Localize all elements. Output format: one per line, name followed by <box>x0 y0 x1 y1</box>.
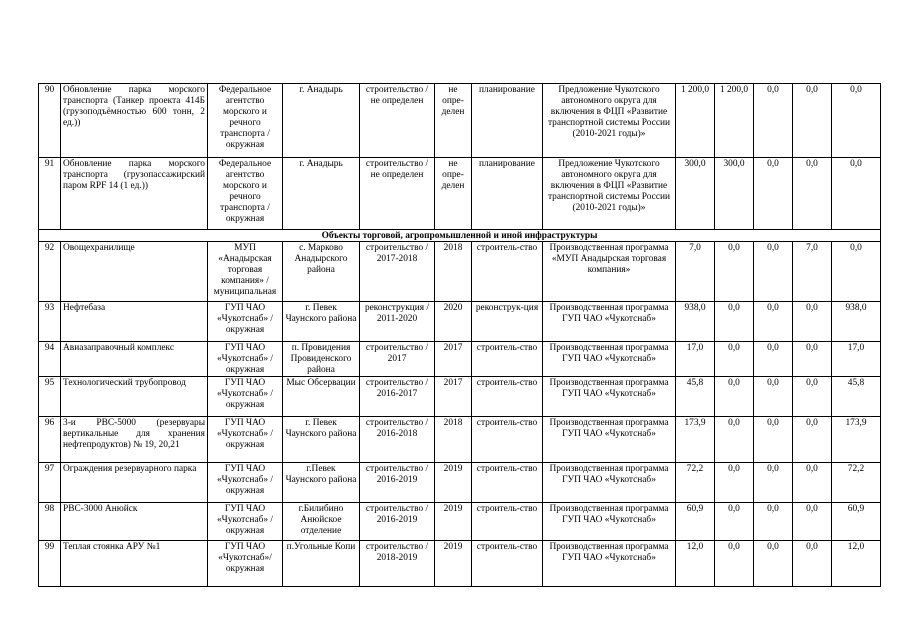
value-col-3: 0,0 <box>754 503 793 541</box>
year-cell: не опре-делен <box>435 158 472 230</box>
stage-cell: реконструк-ция <box>472 302 543 342</box>
object-name: 3-и РВС-5000 (резервуары вертикальные для хранения нефтепродуктов) № 19, 20,21 <box>61 417 208 463</box>
value-col-5: 60,9 <box>832 503 881 541</box>
value-total: 17,0 <box>676 342 715 377</box>
value-col-2: 0,0 <box>715 417 754 463</box>
value-col-4: 0,0 <box>793 463 832 503</box>
value-col-2: 0,0 <box>715 377 754 417</box>
value-col-3: 0,0 <box>754 342 793 377</box>
table-body-transport <box>39 84 881 230</box>
value-col-4: 0,0 <box>793 503 832 541</box>
object-name: Нефтебаза <box>61 302 208 342</box>
value-col-2: 1 200,0 <box>715 84 754 158</box>
object-name: Обновление парка морского транспорта (грузопассажирский паром RPF 14 (1 ед.)) <box>61 158 208 230</box>
location-cell: г. Певек Чаунского района <box>283 417 360 463</box>
value-col-2: 0,0 <box>715 503 754 541</box>
stage-cell: планирование <box>472 84 543 158</box>
value-col-5: 45,8 <box>832 377 881 417</box>
value-col-3: 0,0 <box>754 158 793 230</box>
row-number: 99 <box>39 541 61 587</box>
stage-cell: строитель-ство <box>472 417 543 463</box>
year-cell: 2019 <box>435 541 472 587</box>
object-name: РВС-3000 Анюйск <box>61 503 208 541</box>
row-number: 94 <box>39 342 61 377</box>
value-col-4: 0,0 <box>793 342 832 377</box>
location-cell: г.Певек Чаунского района <box>283 463 360 503</box>
value-total: 60,9 <box>676 503 715 541</box>
row-number: 93 <box>39 302 61 342</box>
value-col-3: 0,0 <box>754 242 793 302</box>
value-col-5: 0,0 <box>832 84 881 158</box>
stage-cell: строитель-ство <box>472 377 543 417</box>
customer-cell: ГУП ЧАО «Чукотснаб» / окружная <box>208 377 283 417</box>
value-col-2: 300,0 <box>715 158 754 230</box>
value-col-5: 938,0 <box>832 302 881 342</box>
customer-cell: ГУП ЧАО «Чукотснаб» / окружная <box>208 417 283 463</box>
work-type-cell: строительство / 2017 <box>360 342 435 377</box>
customer-cell: ГУП ЧАО «Чукотснаб» / окружная <box>208 302 283 342</box>
table-row <box>39 417 881 463</box>
funding-source-cell: Предложение Чукотского автономного округа для включения в ФЦП «Развитие транспортной системы России (2010-2021 годы)» <box>543 158 676 230</box>
object-name: Обновление парка морского транспорта (Танкер проекта 414Б (грузоподъёмностью 600 тонн, 2 ед.)) <box>61 84 208 158</box>
year-cell: 2018 <box>435 417 472 463</box>
table-row <box>39 158 881 230</box>
value-col-3: 0,0 <box>754 377 793 417</box>
value-col-3: 0,0 <box>754 417 793 463</box>
funding-source-cell: Производственная программа ГУП ЧАО «Чукотснаб» <box>543 463 676 503</box>
table-section <box>39 230 881 242</box>
row-number: 97 <box>39 463 61 503</box>
object-name: Авиазаправочный комплекс <box>61 342 208 377</box>
table-row <box>39 541 881 587</box>
year-cell: 2017 <box>435 342 472 377</box>
value-total: 300,0 <box>676 158 715 230</box>
work-type-cell: строительство / 2018-2019 <box>360 541 435 587</box>
value-col-5: 173,9 <box>832 417 881 463</box>
year-cell: 2019 <box>435 463 472 503</box>
investment-objects-table <box>38 83 881 587</box>
value-col-2: 0,0 <box>715 242 754 302</box>
year-cell: 2017 <box>435 377 472 417</box>
row-number: 90 <box>39 84 61 158</box>
value-col-3: 0,0 <box>754 463 793 503</box>
table-row <box>39 463 881 503</box>
table-row <box>39 242 881 302</box>
table-row <box>39 503 881 541</box>
work-type-cell: строительство / 2016-2018 <box>360 417 435 463</box>
row-number: 95 <box>39 377 61 417</box>
location-cell: г. Анадырь <box>283 84 360 158</box>
funding-source-cell: Производственная программа ГУП ЧАО «Чукотснаб» <box>543 302 676 342</box>
funding-source-cell: Производственная программа ГУП ЧАО «Чукотснаб» <box>543 503 676 541</box>
stage-cell: строитель-ство <box>472 242 543 302</box>
section-header-row <box>39 230 881 242</box>
value-col-4: 0,0 <box>793 302 832 342</box>
work-type-cell: строительство / 2016-2019 <box>360 463 435 503</box>
customer-cell: ГУП ЧАО «Чукотснаб» / окружная <box>208 503 283 541</box>
value-col-4: 0,0 <box>793 541 832 587</box>
value-col-5: 0,0 <box>832 242 881 302</box>
work-type-cell: строительство / не определен <box>360 158 435 230</box>
value-col-5: 0,0 <box>832 158 881 230</box>
funding-source-cell: Производственная программа «МУП Анадырская торговая компания» <box>543 242 676 302</box>
value-col-2: 0,0 <box>715 463 754 503</box>
row-number: 96 <box>39 417 61 463</box>
location-cell: с. Марково Анадырского района <box>283 242 360 302</box>
location-cell: г.Билибино Анюйское отделение <box>283 503 360 541</box>
table-row <box>39 84 881 158</box>
table-body-trade <box>39 242 881 587</box>
stage-cell: планирование <box>472 158 543 230</box>
customer-cell: ГУП ЧАО «Чукотснаб» / окружная <box>208 463 283 503</box>
value-col-4: 0,0 <box>793 377 832 417</box>
value-col-4: 7,0 <box>793 242 832 302</box>
value-total: 12,0 <box>676 541 715 587</box>
location-cell: п. Провидения Провиденского района <box>283 342 360 377</box>
value-col-5: 12,0 <box>832 541 881 587</box>
funding-source-cell: Предложение Чукотского автономного округа для включения в ФЦП «Развитие транспортной системы России (2010-2021 годы)» <box>543 84 676 158</box>
funding-source-cell: Производственная программа ГУП ЧАО «Чукотснаб» <box>543 541 676 587</box>
work-type-cell: строительство / 2016-2017 <box>360 377 435 417</box>
stage-cell: строитель-ство <box>472 541 543 587</box>
value-col-4: 0,0 <box>793 417 832 463</box>
value-col-2: 0,0 <box>715 302 754 342</box>
value-total: 173,9 <box>676 417 715 463</box>
year-cell: 2018 <box>435 242 472 302</box>
section-title: Объекты торговой, агропромышленной и иной инфраструктуры <box>39 230 881 242</box>
location-cell: г. Анадырь <box>283 158 360 230</box>
stage-cell: строитель-ство <box>472 463 543 503</box>
value-col-4: 0,0 <box>793 158 832 230</box>
customer-cell: Федеральное агентство морского и речного транспорта / окружная <box>208 84 283 158</box>
customer-cell: ГУП ЧАО «Чукотснаб»/ окружная <box>208 541 283 587</box>
value-total: 7,0 <box>676 242 715 302</box>
location-cell: п.Угольные Копи <box>283 541 360 587</box>
funding-source-cell: Производственная программа ГУП ЧАО «Чукотснаб» <box>543 342 676 377</box>
row-number: 91 <box>39 158 61 230</box>
row-number: 92 <box>39 242 61 302</box>
table-row <box>39 342 881 377</box>
location-cell: г. Певек Чаунского района <box>283 302 360 342</box>
customer-cell: ГУП ЧАО «Чукотснаб» / окружная <box>208 342 283 377</box>
object-name: Ограждения резервуарного парка <box>61 463 208 503</box>
customer-cell: МУП «Анадырская торговая компания» / муниципальная <box>208 242 283 302</box>
value-col-2: 0,0 <box>715 541 754 587</box>
value-total: 938,0 <box>676 302 715 342</box>
row-number: 98 <box>39 503 61 541</box>
year-cell: 2020 <box>435 302 472 342</box>
object-name: Теплая стоянка АРУ №1 <box>61 541 208 587</box>
stage-cell: строитель-ство <box>472 342 543 377</box>
table-row <box>39 302 881 342</box>
stage-cell: строитель-ство <box>472 503 543 541</box>
value-total: 72,2 <box>676 463 715 503</box>
value-col-5: 17,0 <box>832 342 881 377</box>
value-col-3: 0,0 <box>754 302 793 342</box>
year-cell: 2019 <box>435 503 472 541</box>
customer-cell: Федеральное агентство морского и речного транспорта / окружная <box>208 158 283 230</box>
funding-source-cell: Производственная программа ГУП ЧАО «Чукотснаб» <box>543 377 676 417</box>
value-col-5: 72,2 <box>832 463 881 503</box>
value-col-3: 0,0 <box>754 84 793 158</box>
object-name: Технологический трубопровод <box>61 377 208 417</box>
year-cell: не опре-делен <box>435 84 472 158</box>
work-type-cell: строительство / 2017-2018 <box>360 242 435 302</box>
work-type-cell: строительство / не определен <box>360 84 435 158</box>
table-row <box>39 377 881 417</box>
object-name: Овощехранилище <box>61 242 208 302</box>
value-total: 1 200,0 <box>676 84 715 158</box>
work-type-cell: реконструкция / 2011-2020 <box>360 302 435 342</box>
value-total: 45,8 <box>676 377 715 417</box>
funding-source-cell: Производственная программа ГУП ЧАО «Чукотснаб» <box>543 417 676 463</box>
value-col-4: 0,0 <box>793 84 832 158</box>
value-col-2: 0,0 <box>715 342 754 377</box>
value-col-3: 0,0 <box>754 541 793 587</box>
work-type-cell: строительство / 2016-2019 <box>360 503 435 541</box>
location-cell: Мыс Обсервации <box>283 377 360 417</box>
